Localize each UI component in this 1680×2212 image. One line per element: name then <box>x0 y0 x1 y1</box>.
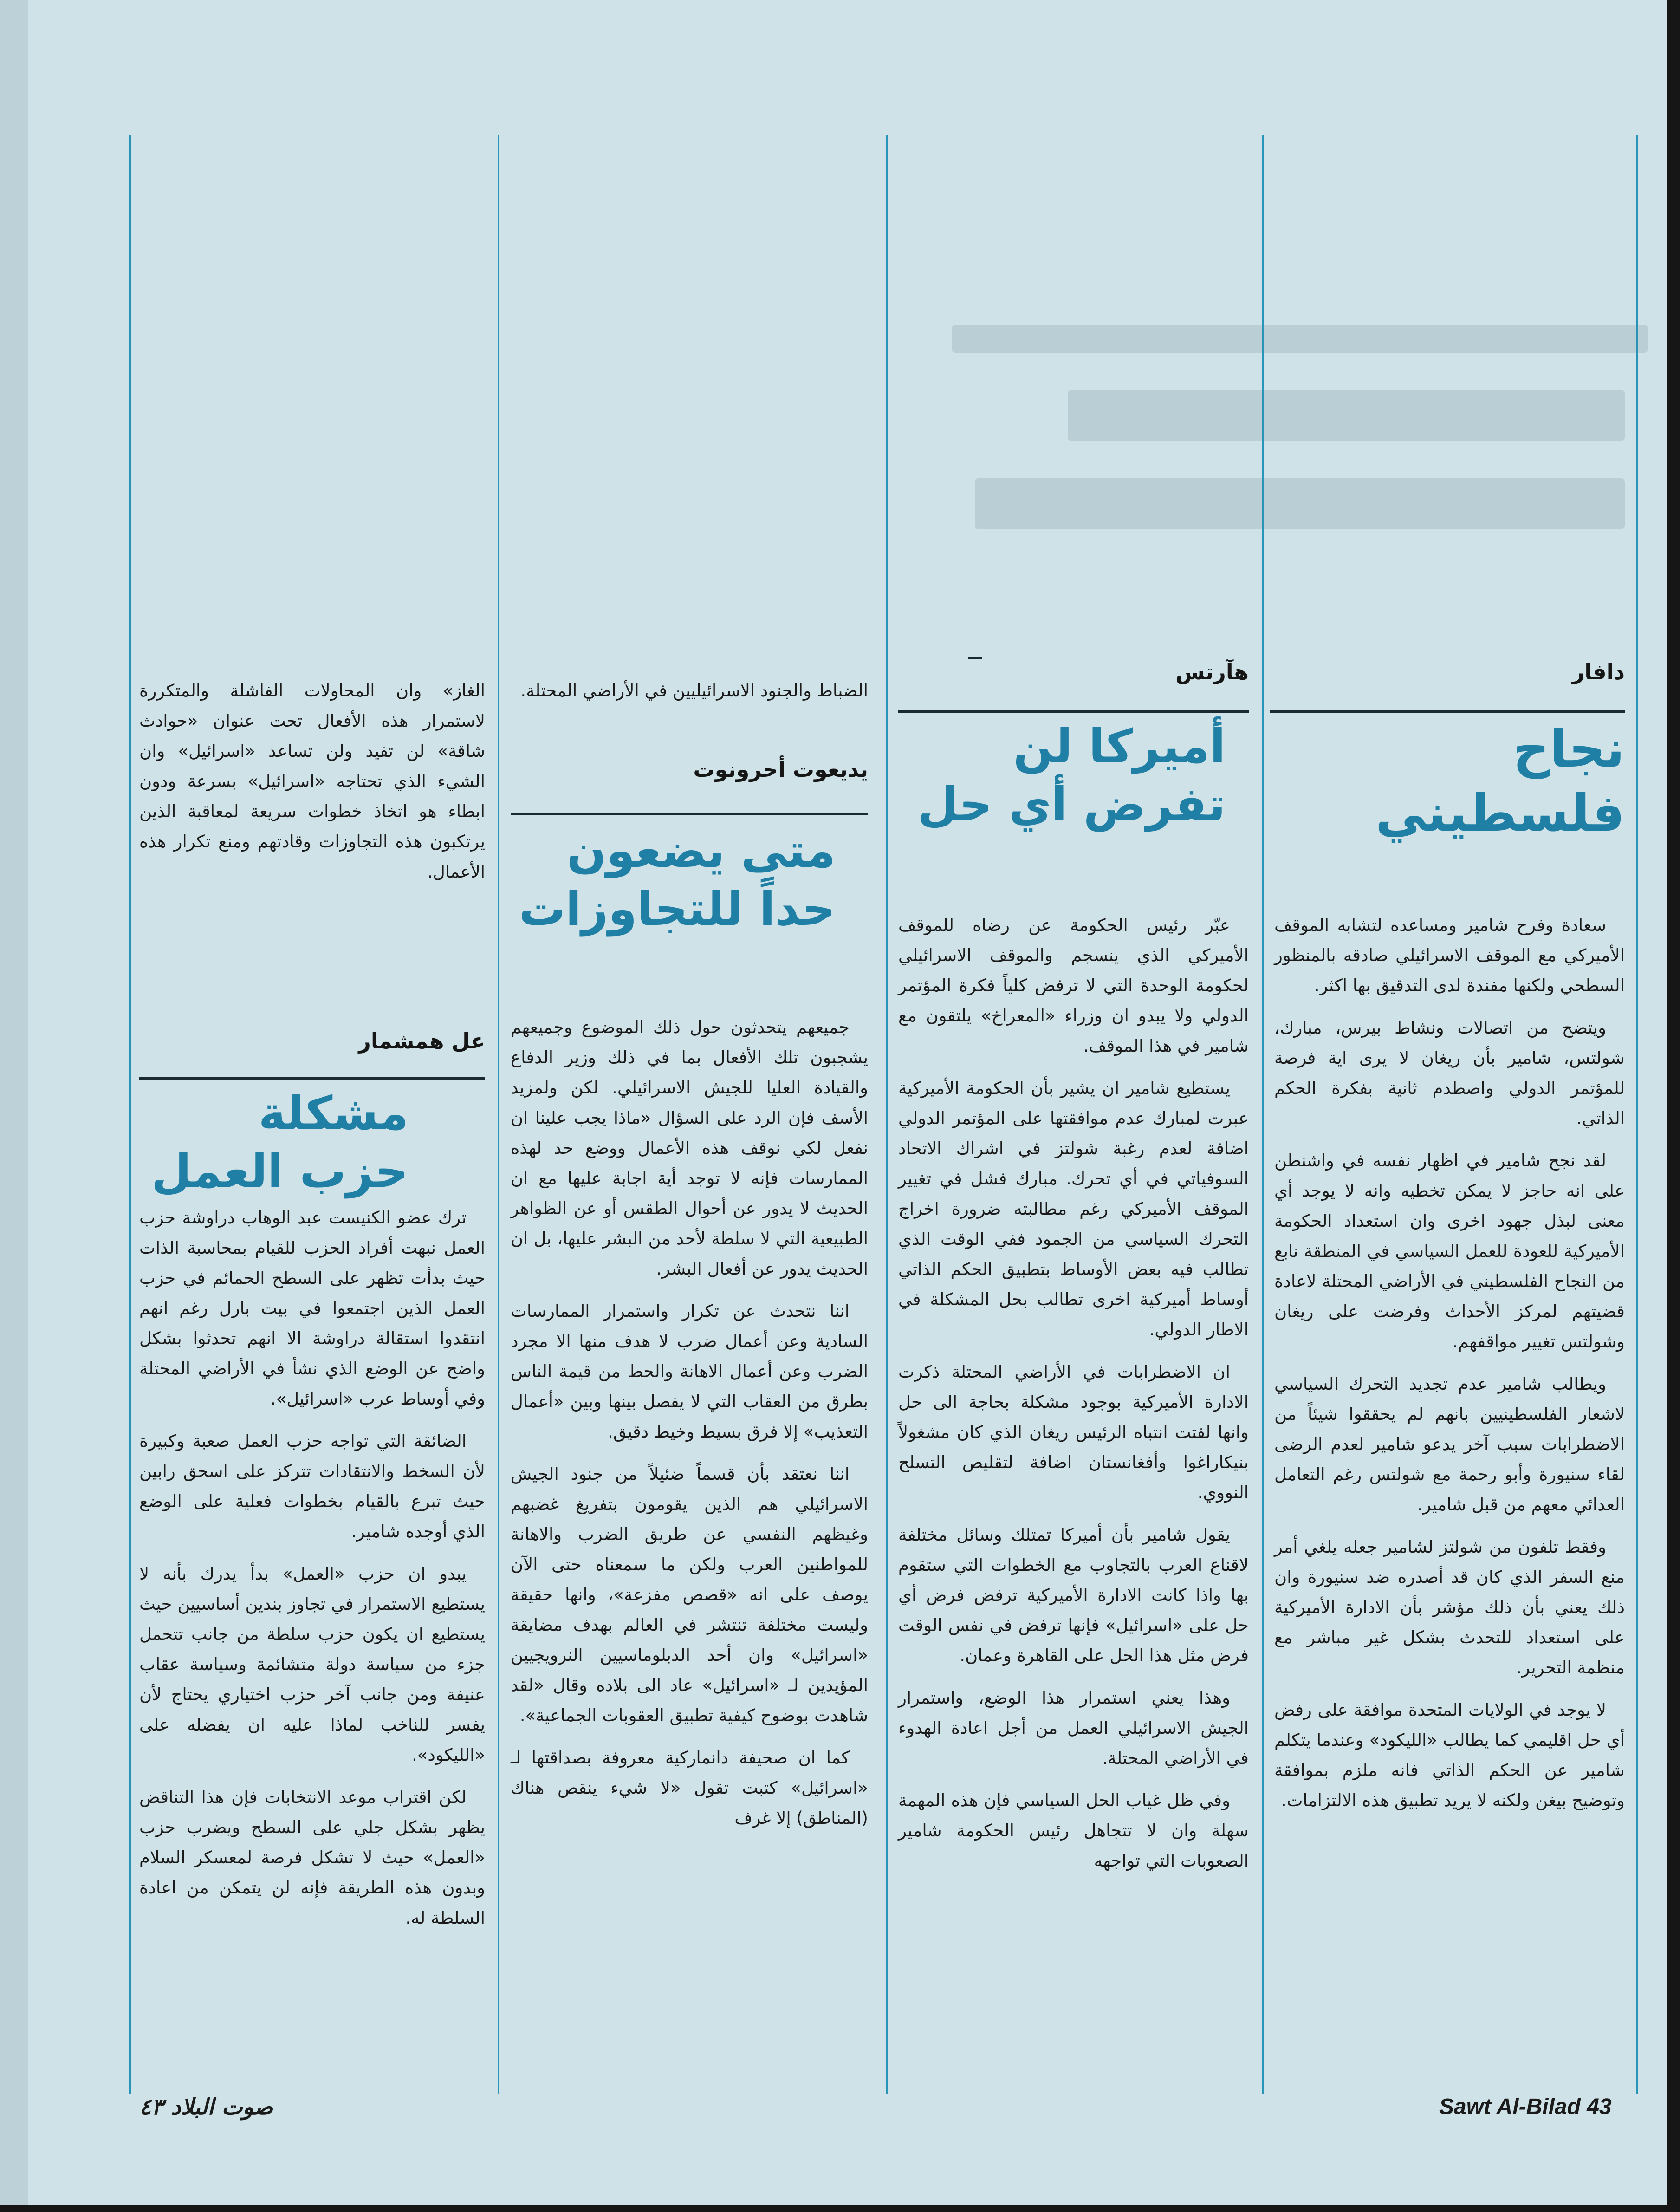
paragraph: الضائقة التي تواجه حزب العمل صعبة وكبيرة لأن السخط والانتقادات تتركز على اسحق رابين حيث تبرع بالقيام بخطوات فعلية على الوضع الذي أوجده شامير. <box>139 1431 485 1542</box>
source-davar: دافار <box>1572 659 1625 684</box>
heading-rule <box>139 1077 485 1080</box>
paragraph: وفي ظل غياب الحل السياسي فإن هذه المهمة سهلة وان لا تتجاهل رئيس الحكومة شامير الصعوبات التي تواجهه <box>898 1790 1249 1871</box>
paragraph: الغاز» وان المحاولات الفاشلة والمتكررة لاستمرار هذه الأفعال تحت عنوان «حوادث شاقة» لن تفيد ولن تساعد «اسرائيل» وان الشيء الذي تحتاجه «اسرائيل» بسرعة ودون ابطاء هو اتخاذ خطوات سريعة لمعاقبة الذين يرتكبون هذه التجاوزات وقادتهم ومنع تكرار هذه الأعمال. <box>139 681 485 882</box>
column-divider <box>1636 135 1638 2094</box>
source-al-hamishmar: عل همشمار <box>358 1028 485 1054</box>
bleed-through-ghost <box>882 325 1671 650</box>
article-al-hamishmar <box>139 1203 485 1945</box>
footer-latin-folio: Sawt Al-Bilad 43 <box>1439 2095 1612 2119</box>
paragraph: اننا نتحدث عن تكرار واستمرار الممارسات السادية وعن أعمال ضرب لا هدف منها الا مجرد الضرب وعن أعمال الاهانة والحط من قيمة الناس بطرق من العقاب التي لا يفصل بينها وبين «أعمال التعذيب» إلا فرق بسيط وخيط دقيق. <box>511 1301 868 1442</box>
paragraph: وهذا يعني استمرار هذا الوضع، واستمرار الجيش الاسرائيلي العمل من أجل اعادة الهدوء في الأراضي المحتلة. <box>898 1688 1249 1768</box>
paragraph: اننا نعتقد بأن قسماً ضئيلاً من جنود الجيش الاسرائيلي هم الذين يقومون بتفريغ غضبهم وغيظهم النفسي عن طريق الضرب والاهانة للمواطنين العرب ولكن ما سمعناه حتى الآن يوصف على انه «قصص مفزعة»، وانها حقيقة وليست مختلفة تنتشر في العالم بهدف مضايقة «اسرائيل» وان أحد الدبلوماسيين النرويجيين المؤيدين لـ «اسرائيل» عاد الى بلاده وقال «لقد شاهدت بوضوح كيفية تطبيق العقوبات الجماعية». <box>511 1464 868 1725</box>
article-davar <box>1274 910 1625 1828</box>
paragraph: ترك عضو الكنيست عبد الوهاب دراوشة حزب العمل نبهت أفراد الحزب للقيام بمحاسبة الذات حيث بدأت تظهر على السطح الحمائم في حزب العمل الذين اجتمعوا في بيت بارل رغم انهم انتقدوا استقالة دراوشة الا انهم تحدثوا بشكل واضح عن الوضع الذي نشأ في الأراضي المحتلة وفي أوساط عرب «اسرائيل». <box>139 1208 485 1409</box>
headline-labor-party-problem: مشكلة حزب العمل <box>151 1086 409 1198</box>
column-divider <box>129 135 131 2094</box>
heading-rule <box>898 710 1249 713</box>
paragraph: لا يوجد في الولايات المتحدة موافقة على رفض أي حل اقليمي كما يطالب «الليكود» وعندما يتكلم شامير عن الحكم الذاتي فانه ملزم بموافقة وتوضيح بيغن ولكنه لا يريد تطبيق هذه الالتزامات. <box>1274 1700 1625 1810</box>
column-divider <box>886 135 888 2094</box>
column-divider <box>498 135 499 2094</box>
paragraph: الضباط والجنود الاسرائيليين في الأراضي المحتلة. <box>520 681 868 701</box>
source-yedioth: يديعوت أحرونوت <box>693 757 868 782</box>
headline-when-to-stop: متى يضعون حداً للتجاوزات <box>519 824 836 936</box>
paragraph: يقول شامير بأن أميركا تمتلك وسائل مختلفة لاقناع العرب بالتجاوب مع الخطوات التي ستقوم بها واذا كانت الادارة الأميركية ترفض فرض أي حل على «اسرائيل» فإنها ترفض في نفس الوقت فرض مثل هذا الحل على القاهرة وعمان. <box>898 1525 1249 1666</box>
paragraph: جميعهم يتحدثون حول ذلك الموضوع وجميعهم يشجبون تلك الأفعال بما في ذلك وزير الدفاع والقيادة العليا للجيش الاسرائيلي. لكن ولمزيد الأسف فإن الرد على السؤال «ماذا يجب علينا ان نفعل لكي نوقف هذه الأعمال ووضع حد لهذه الممارسات فإنه لا توجد أية اجابة عليها مع ان الحديث لا يدور عن أحوال الطقس أو عن الظواهر الطبيعية التي لا سلطة لأحد من البشر عليها، بل ان الحديث يدور عن أفعال البشر. <box>511 1017 868 1279</box>
paragraph: يستطيع شامير ان يشير بأن الحكومة الأميركية عبرت لمبارك عدم موافقتها على المؤتمر الدولي اضافة لعدم رغبة شولتز في اشراك الاتحاد السوفياتي في أي تحرك. مبارك فشل في تغيير الموقف الأميركي رغم مطالبته ضرورة اخراج التحرك السياسي من الجمود ففي الوقت الذي تطالب فيه بعض الأوساط بتطبيق الحكم الذاتي أوساط أميركية اخرى تطالب بحل المشكلة في الاطار الدولي. <box>898 1078 1249 1340</box>
column-divider <box>1262 135 1264 2094</box>
paragraph: ان الاضطرابات في الأراضي المحتلة ذكرت الادارة الأميركية بوجود مشكلة بحاجة الى حل وانها لفتت انتباه الرئيس ريغان الذي كان مشغولاً بنيكاراغوا وأفغانستان اضافة لتقليص التسلح النووي. <box>898 1362 1249 1503</box>
paragraph: عبّر رئيس الحكومة عن رضاه للموقف الأميركي الذي ينسجم والموقف الاسرائيلي لحكومة الوحدة التي لا ترفض كلياً فكرة المؤتمر الدولي ولا يبدو ان وزراء «المعراخ» يلتقون مع شامير في هذا الموقف. <box>898 915 1249 1056</box>
paragraph: كما ان صحيفة دانماركية معروفة بصداقتها لـ «اسرائيل» كتبت تقول «لا شيء ينقص هناك (المناطق) إلا غرف <box>511 1748 868 1828</box>
heading-rule <box>1270 710 1625 713</box>
article-haaretz <box>898 910 1249 1888</box>
article-yedioth <box>511 1012 868 1845</box>
heading-rule <box>511 813 868 815</box>
scan-edge <box>0 0 28 2205</box>
continued-text <box>139 676 485 899</box>
paragraph: وفقط تلفون من شولتز لشامير جعله يلغي أمر منع السفر الذي كان قد أصدره ضد سنيورة وان ذلك يعني بأن ذلك مؤشر بأن الادارة الأميركية على استعداد للتحدث بشكل غير مباشر مع منظمة التحرير. <box>1274 1537 1625 1678</box>
source-haaretz: هآرتس <box>1175 659 1249 684</box>
paragraph: سعادة وفرح شامير ومساعده لتشابه الموقف الأميركي مع الموقف الاسرائيلي صادقه بالمنظور السطحي ولكنها مفندة لدى التدقيق بها اكثر. <box>1274 915 1625 995</box>
paragraph: يبدو ان حزب «العمل» بدأ يدرك بأنه لا يستطيع الاستمرار في تجاوز بندين أساسيين حيث يستطيع ان يكون حزب سلطة من جانب تتحمل جزء من سياسة دولة متشائمة وسياسة عقاب عنيفة ومن جانب آخر حزب اختياري يحتاج لأن يفسر للناخب لماذا عليه ان يفضله على «الليكود». <box>139 1564 485 1765</box>
footer-arabic-folio: صوت البلاد ٤٣ <box>139 2094 273 2120</box>
paragraph: ويطالب شامير عدم تجديد التحرك السياسي لاشعار الفلسطينيين بانهم لم يحققوا شيئاً من الاضطرابات سبب آخر يدعو شامير لعدم الرضى لقاء سنيورة وأبو رحمة مع شولتس رغم التعامل العدائي معهم من قبل شامير. <box>1274 1374 1625 1515</box>
headline-palestinian-success: نجاح فلسطيني <box>1375 719 1625 843</box>
continued-text <box>511 676 868 718</box>
paragraph: لكن اقتراب موعد الانتخابات فإن هذا التناقض يظهر بشكل جلي على السطح ويضرب حزب «العمل» حيث لا تشكل فرصة لمعسكر السلام وبدون هذه الطريقة فإنه لن يتمكن من اعادة السلطة له. <box>139 1787 485 1928</box>
paragraph: ويتضح من اتصالات ونشاط بيرس، مبارك، شولتس، شامير بأن ريغان لا يرى اية فرصة للمؤتمر الدولي واصطدم ثانية بفكرة الحكم الذاتي. <box>1274 1018 1625 1128</box>
paragraph: لقد نجح شامير في اظهار نفسه في واشنطن على انه حاجز لا يمكن تخطيه وانه لا يوجد أي معنى لبذل جهود اخرى وان استعداد الحكومة الأميركية للعودة للعمل السياسي في المنطقة نابع من النجاح الفلسطيني في الأراضي المحتلة لاعادة قضيتهم لمركز الأحداث وفرضت على ريغان وشولتس تغيير مواقفهم. <box>1274 1151 1625 1352</box>
headline-america-no-solution: أميركا لن تفرض أي حل <box>917 719 1226 832</box>
